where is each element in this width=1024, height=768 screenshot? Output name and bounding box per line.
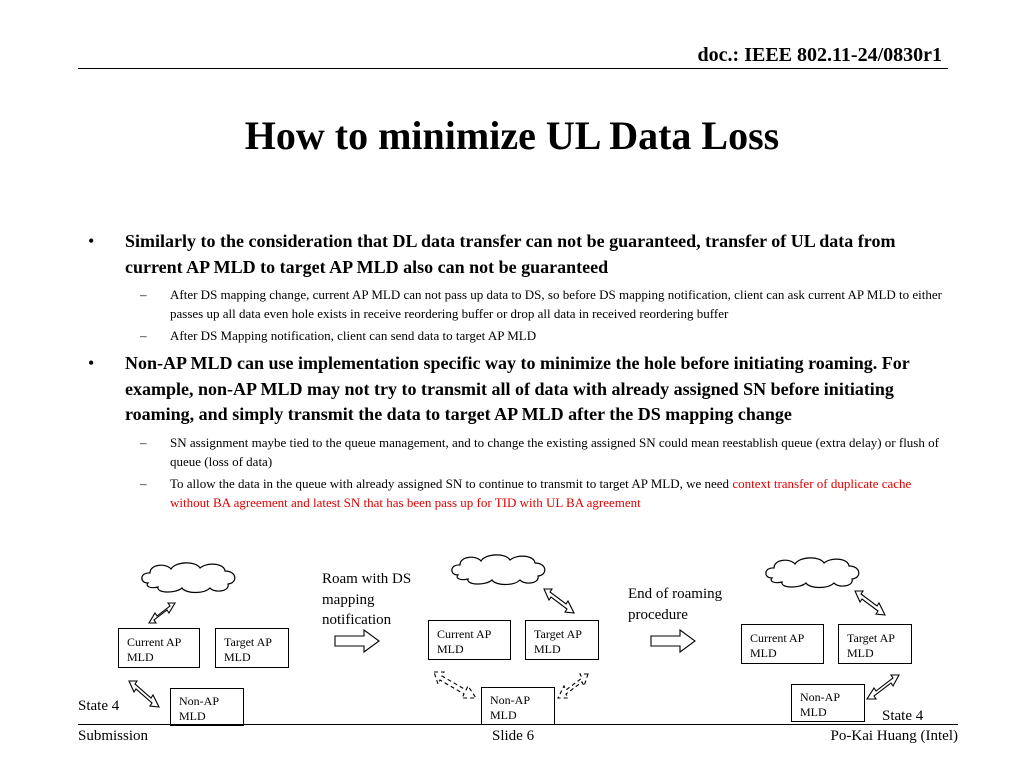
sub-bullet-2-1: – SN assignment maybe tied to the queue management, and to change the existing assigned SN could mean reestablish queue (extra delay) or flush of queue (loss of data)	[140, 434, 939, 469]
cloud-icon	[762, 555, 864, 589]
double-arrow-icon	[543, 588, 575, 614]
non-ap-mld-box: Non-AP MLD	[481, 687, 555, 725]
document-id: doc.: IEEE 802.11-24/0830r1	[697, 44, 942, 66]
cloud-icon	[448, 552, 550, 586]
dashed-arrow-icon	[556, 672, 590, 700]
non-ap-mld-box: Non-AP MLD	[170, 688, 244, 726]
footer-author: Po-Kai Huang (Intel)	[830, 728, 958, 744]
sub-bullet-1-1: – After DS mapping change, current AP MLD can not pass up data to DS, so before DS mapping notification, client can ask current AP MLD to either passes up all data even hole exists in receive reordering buffer or drop all data in received reordering buffer	[140, 287, 943, 321]
target-ap-mld-box: Target AP MLD	[215, 628, 289, 668]
right-arrow-icon	[334, 629, 380, 653]
bullet-dot-icon: •	[88, 353, 95, 373]
double-arrow-icon	[854, 590, 886, 616]
current-ap-mld-box: Current AP MLD	[741, 624, 824, 664]
slide-body	[88, 229, 948, 515]
highlighted-text: context transfer of duplicate cache without BA agreement and latest SN that has been pass up for TID with UL BA agreement	[170, 475, 912, 510]
target-ap-mld-box: Target AP MLD	[838, 624, 912, 664]
footer-divider	[78, 724, 958, 725]
dash-icon: –	[140, 328, 147, 343]
footer-slide-number: Slide 6	[492, 728, 535, 744]
transition-label: End of roaming procedure	[628, 586, 723, 623]
bullet-1: • Similarly to the consideration that DL data transfer can not be guaranteed, transfer of UL data from current AP MLD to target AP MLD also can not be guaranteed	[88, 231, 896, 277]
state-label: State 4	[882, 708, 924, 724]
cloud-icon	[138, 560, 240, 594]
sub-bullet-2-2: – To allow the data in the queue with already assigned SN to continue to transmit to target AP MLD, we need context transfer of duplicate cache without BA agreement and latest SN that has been pass up for TID with UL BA agreement	[140, 475, 912, 510]
target-ap-mld-box: Target AP MLD	[525, 620, 599, 660]
right-arrow-icon	[650, 629, 696, 653]
non-ap-mld-box: Non-AP MLD	[791, 684, 865, 722]
slide-title: How to minimize UL Data Loss	[244, 113, 780, 158]
double-arrow-icon	[866, 674, 900, 700]
current-ap-mld-box: Current AP MLD	[118, 628, 200, 668]
state-label: State 4	[78, 698, 120, 714]
footer-submission: Submission	[78, 728, 149, 744]
double-arrow-icon	[148, 602, 176, 624]
dash-icon: –	[140, 287, 147, 302]
dash-icon: –	[140, 475, 147, 491]
dashed-arrow-icon	[432, 670, 478, 700]
sub-bullet-1-2: – After DS Mapping notification, client can send data to target AP MLD	[140, 328, 537, 343]
bullet-2: • Non-AP MLD can use implementation specific way to minimize the hole before initiating roaming. For example, non-AP MLD may not try to transmit all of data with already assigned SN before initiating roaming, and simply transmit the data to target AP MLD after the DS mapping change	[88, 353, 910, 424]
double-arrow-icon	[128, 680, 160, 708]
current-ap-mld-box: Current AP MLD	[428, 620, 511, 660]
bullet-dot-icon: •	[88, 231, 95, 251]
dash-icon: –	[140, 434, 147, 450]
header-divider	[78, 68, 948, 69]
transition-label: Roam with DS mapping notification	[322, 571, 412, 628]
